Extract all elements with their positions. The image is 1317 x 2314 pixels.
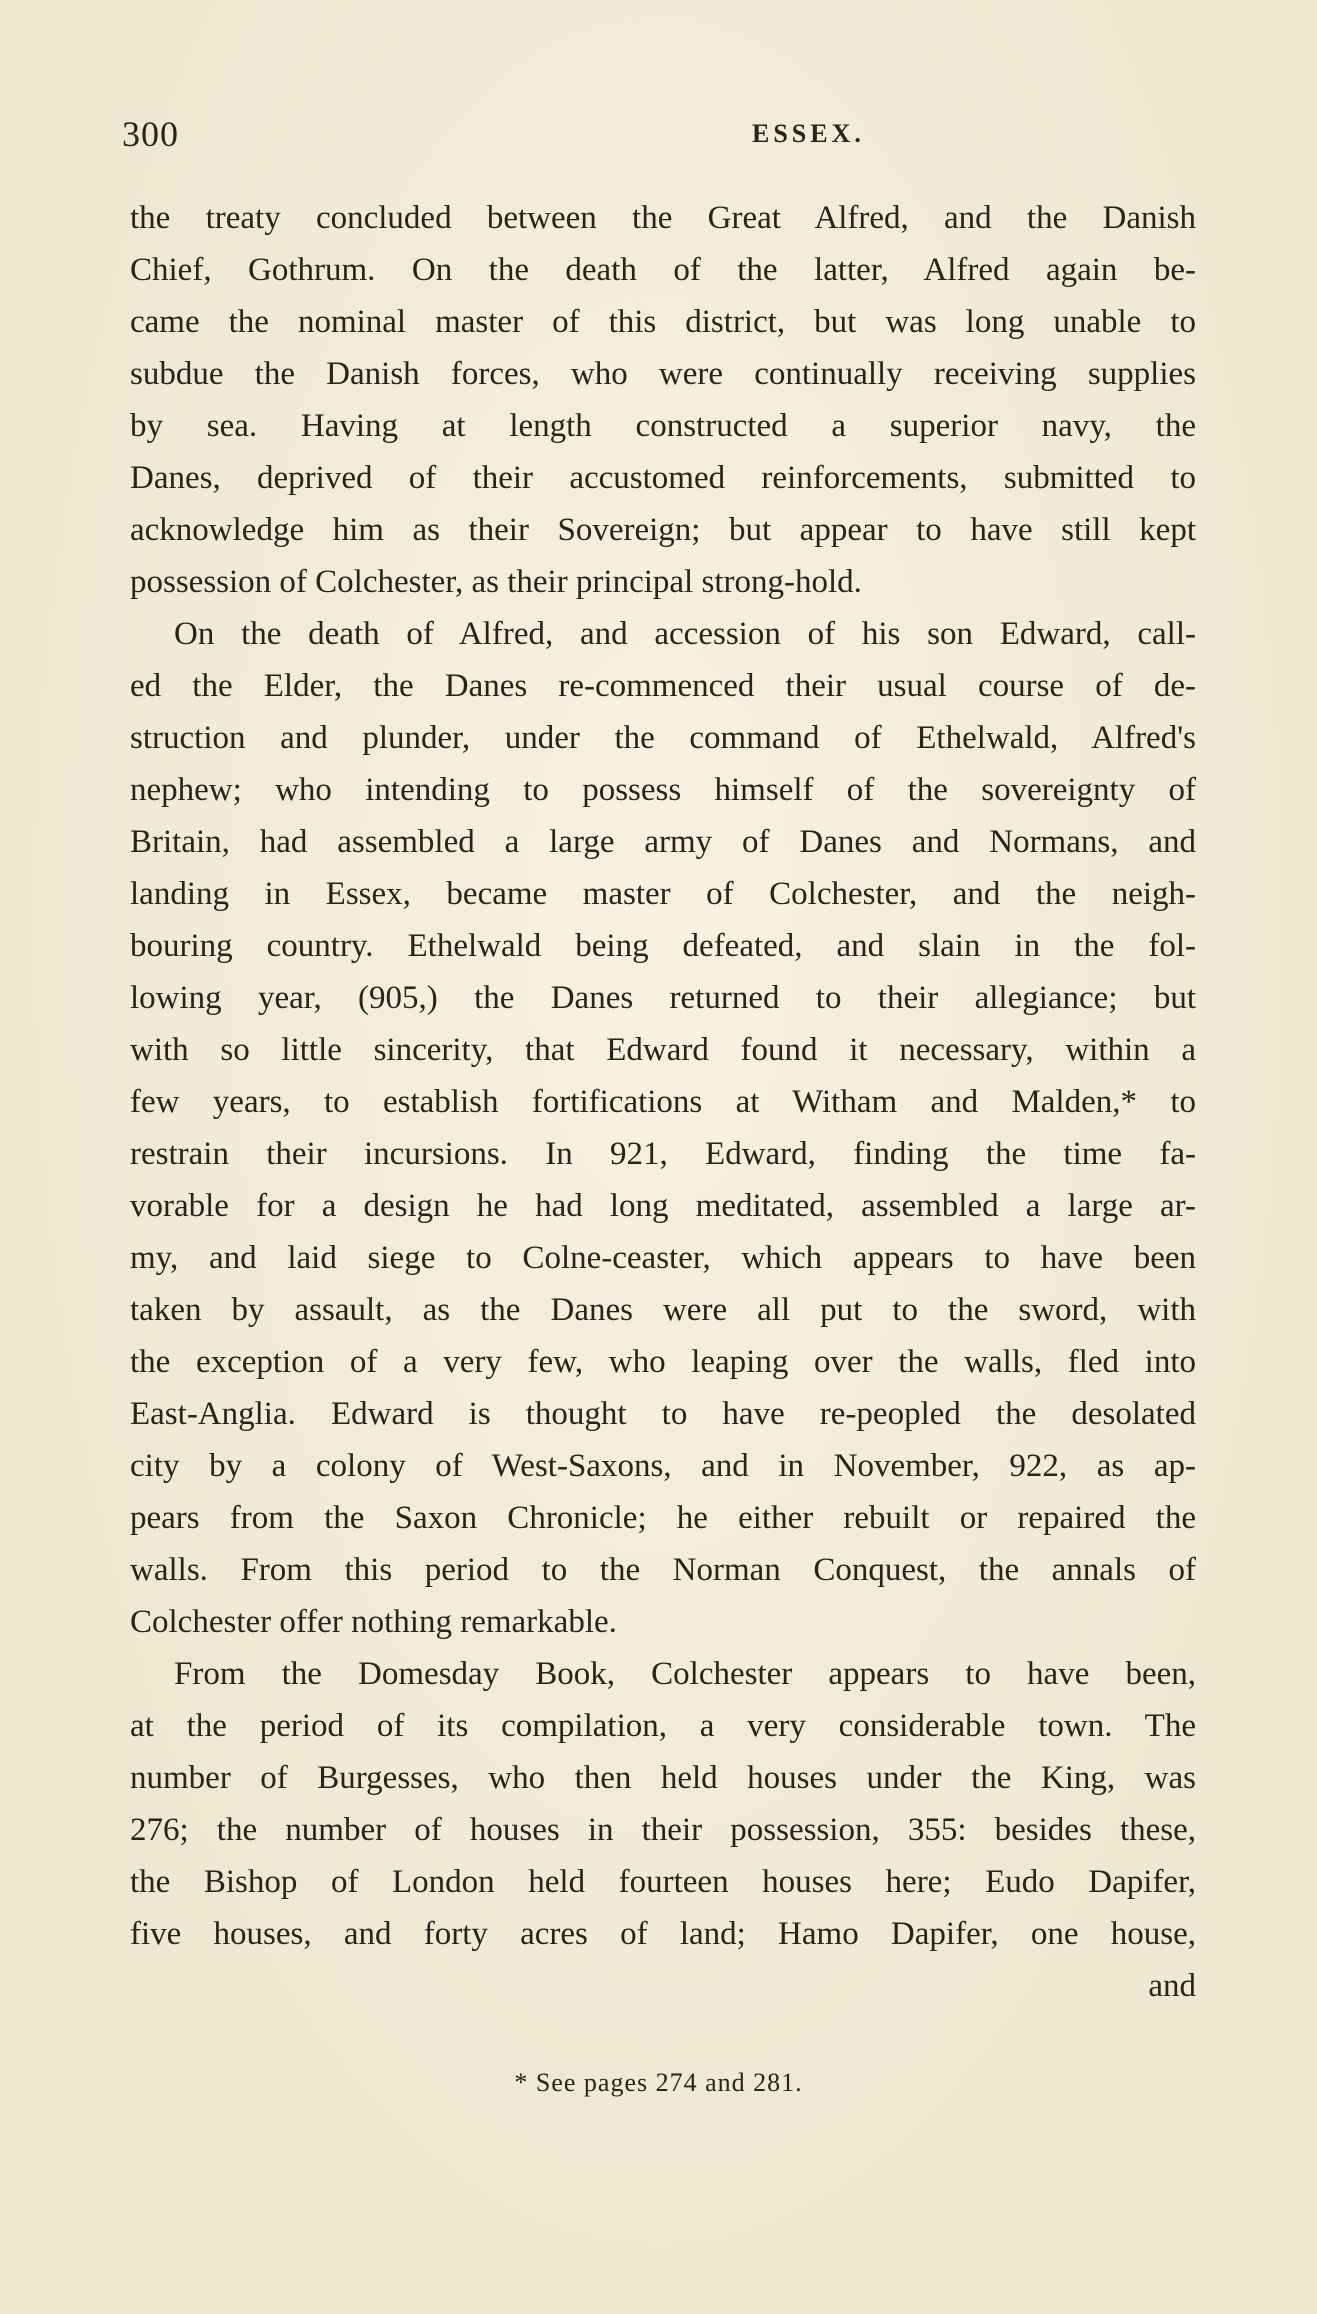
running-head: ESSEX.	[752, 119, 865, 148]
page-header	[122, 113, 1198, 163]
text-line: five houses, and forty acres of land; Hamo Dapifer, one house,	[130, 1916, 1196, 1952]
text-line: landing in Essex, became master of Colchester, and the neigh-	[130, 876, 1196, 912]
catchword: and	[1148, 1968, 1196, 2004]
text-line: nephew; who intending to possess himself of the sovereignty of	[130, 772, 1196, 808]
text-line: lowing year, (905,) the Danes returned to their allegiance; but	[130, 980, 1196, 1016]
text-line: Colchester offer nothing remarkable.	[130, 1604, 617, 1640]
text-line: From the Domesday Book, Colchester appears to have been,	[174, 1656, 1196, 1692]
text-line: East-Anglia. Edward is thought to have re-peopled the desolated	[130, 1396, 1196, 1432]
text-line: Chief, Gothrum. On the death of the latter, Alfred again be-	[130, 252, 1196, 288]
text-line: city by a colony of West-Saxons, and in November, 922, as ap-	[130, 1448, 1196, 1484]
text-line: taken by assault, as the Danes were all put to the sword, with	[130, 1292, 1196, 1328]
text-line: acknowledge him as their Sovereign; but appear to have still kept	[130, 512, 1196, 548]
text-line: struction and plunder, under the command of Ethelwald, Alfred's	[130, 720, 1196, 756]
footnote: * See pages 274 and 281.	[514, 2068, 803, 2097]
text-line: with so little sincerity, that Edward found it necessary, within a	[130, 1032, 1196, 1068]
text-line: the Bishop of London held fourteen houses here; Eudo Dapifer,	[130, 1864, 1196, 1900]
text-line: came the nominal master of this district, but was long unable to	[130, 304, 1196, 340]
text-line: the exception of a very few, who leaping over the walls, fled into	[130, 1344, 1196, 1380]
text-line: walls. From this period to the Norman Conquest, the annals of	[130, 1552, 1196, 1588]
text-line: my, and laid siege to Colne-ceaster, which appears to have been	[130, 1240, 1196, 1276]
text-line: restrain their incursions. In 921, Edward, finding the time fa-	[130, 1136, 1196, 1172]
text-line: by sea. Having at length constructed a superior navy, the	[130, 408, 1196, 444]
text-line: bouring country. Ethelwald being defeated, and slain in the fol-	[130, 928, 1196, 964]
text-line: Britain, had assembled a large army of Danes and Normans, and	[130, 824, 1196, 860]
text-line: On the death of Alfred, and accession of his son Edward, call-	[174, 616, 1196, 652]
text-line: subdue the Danish forces, who were continually receiving supplies	[130, 356, 1196, 392]
text-line: possession of Colchester, as their principal strong-hold.	[130, 564, 862, 600]
text-line: the treaty concluded between the Great Alfred, and the Danish	[130, 200, 1196, 236]
text-line: pears from the Saxon Chronicle; he either rebuilt or repaired the	[130, 1500, 1196, 1536]
text-line: vorable for a design he had long meditated, assembled a large ar-	[130, 1188, 1196, 1224]
text-line: number of Burgesses, who then held houses under the King, was	[130, 1760, 1196, 1796]
text-line: Danes, deprived of their accustomed reinforcements, submitted to	[130, 460, 1196, 496]
page-number: 300	[122, 114, 179, 154]
body-text	[130, 192, 1196, 2012]
text-line: few years, to establish fortifications at Witham and Malden,* to	[130, 1084, 1196, 1120]
text-line: ed the Elder, the Danes re-commenced their usual course of de-	[130, 668, 1196, 704]
text-line: 276; the number of houses in their possession, 355: besides these,	[130, 1812, 1196, 1848]
text-line: at the period of its compilation, a very considerable town. The	[130, 1708, 1196, 1744]
